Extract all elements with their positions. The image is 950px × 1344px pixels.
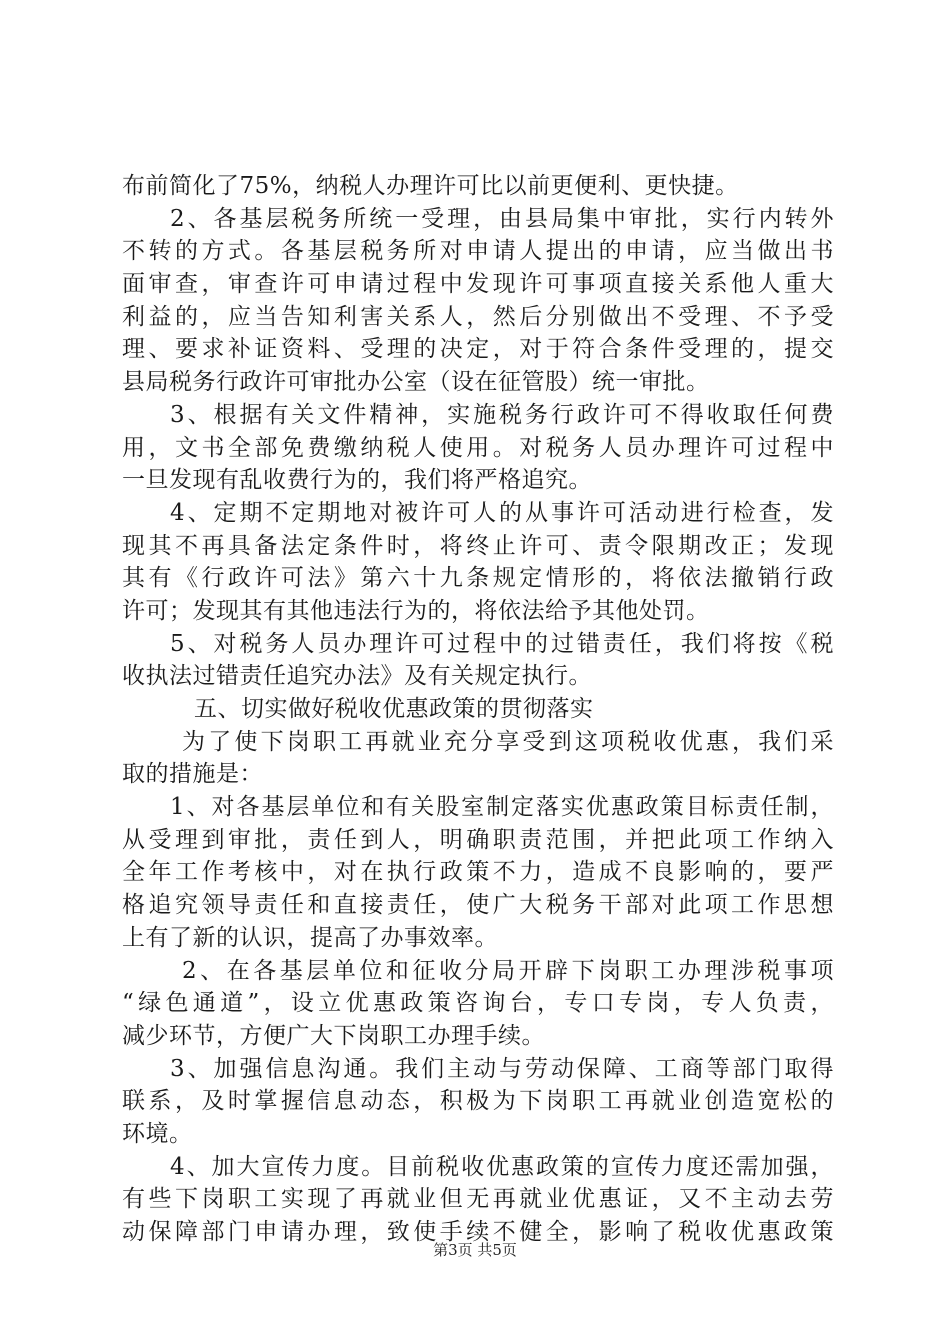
paragraph-line: 不转的方式。各基层税务所对申请人提出的申请，应当做出书: [122, 238, 834, 265]
paragraph-line: 面审查，审查许可申请过程中发现许可事项直接关系他人重大: [122, 271, 834, 298]
document-body: [122, 170, 834, 1249]
paragraph-line: 1、对各基层单位和有关股室制定落实优惠政策目标责任制，: [170, 794, 834, 821]
paragraph-line: 一旦发现有乱收费行为的，我们将严格追究。: [122, 467, 592, 494]
paragraph-line: 4、加大宣传力度。目前税收优惠政策的宣传力度还需加强，: [170, 1153, 834, 1180]
paragraph-line: 格追究领导责任和直接责任，使广大税务干部对此项工作思想: [122, 892, 834, 919]
paragraph-line: 上有了新的认识，提高了办事效率。: [122, 924, 498, 951]
paragraph-line: 全年工作考核中，对在执行政策不力，造成不良影响的，要严: [122, 859, 834, 886]
paragraph-line: 2、各基层税务所统一受理，由县局集中审批，实行内转外: [170, 205, 834, 232]
paragraph-line: 理、要求补证资料、受理的决定，对于符合条件受理的，提交: [122, 336, 834, 363]
section-heading: 五、切实做好税收优惠政策的贯彻落实: [194, 696, 594, 722]
paragraph-line: 联系，及时掌握信息动态，积极为下岗职工再就业创造宽松的: [122, 1088, 834, 1115]
page-footer: 第3页 共5页: [433, 1241, 517, 1259]
paragraph-line: 减少环节，方便广大下岗职工办理手续。: [122, 1022, 545, 1049]
paragraph-line: 动保障部门申请办理，致使手续不健全，影响了税收优惠政策: [122, 1219, 834, 1245]
paragraph-line: 3、加强信息沟通。我们主动与劳动保障、工商等部门取得: [170, 1055, 834, 1082]
paragraph-line: 许可；发现其有其他违法行为的，将依法给予其他处罚。: [122, 597, 710, 624]
paragraph-line: 现其不再具备法定条件时，将终止许可、责令限期改正；发现: [122, 532, 834, 559]
paragraph-line: 取的措施是：: [122, 761, 263, 788]
paragraph-line: 4、定期不定期地对被许可人的从事许可活动进行检查，发: [170, 499, 834, 526]
paragraph-line: “绿色通道”，设立优惠政策咨询台，专口专岗，专人负责，: [122, 990, 834, 1017]
paragraph-line: 用，文书全部免费缴纳税人使用。对税务人员办理许可过程中: [122, 434, 834, 461]
paragraph-line: 利益的，应当告知利害关系人，然后分别做出不受理、不予受: [122, 303, 834, 330]
paragraph-line: 2、在各基层单位和征收分局开辟下岗职工办理涉税事项: [182, 957, 834, 984]
paragraph-line: 环境。: [122, 1120, 193, 1147]
paragraph-line: 收执法过错责任追究办法》及有关规定执行。: [122, 663, 592, 690]
paragraph-line: 县局税务行政许可审批办公室（设在征管股）统一审批。: [122, 369, 710, 396]
paragraph-line: 从受理到审批，责任到人，明确职责范围，并把此项工作纳入: [122, 826, 834, 853]
paragraph-line: 其有《行政许可法》第六十九条规定情形的，将依法撤销行政: [122, 565, 834, 592]
paragraph-line: 布前简化了75%，纳税人办理许可比以前更便利、更快捷。: [122, 173, 739, 199]
paragraph-line: 有些下岗职工实现了再就业但无再就业优惠证，又不主动去劳: [122, 1186, 834, 1213]
paragraph-line: 为了使下岗职工再就业充分享受到这项税收优惠，我们采: [182, 728, 834, 755]
paragraph-line: 5、对税务人员办理许可过程中的过错责任，我们将按《税: [170, 630, 834, 657]
paragraph-line: 3、根据有关文件精神，实施税务行政许可不得收取任何费: [170, 401, 834, 428]
